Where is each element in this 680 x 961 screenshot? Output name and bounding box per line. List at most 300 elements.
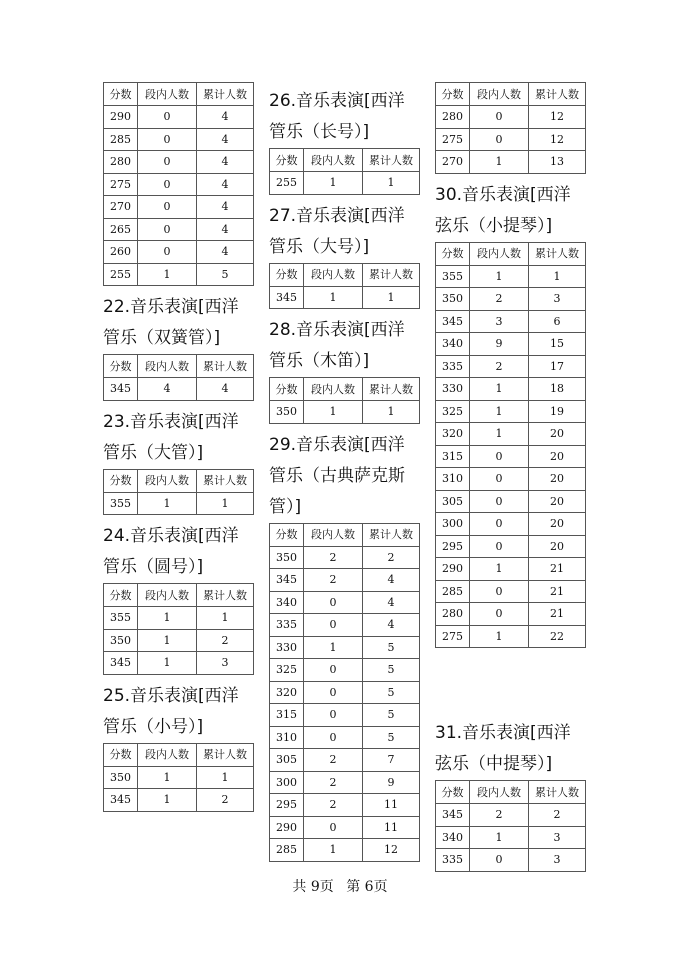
- cumulative-count-cell: 4: [197, 173, 254, 196]
- score-cell: 290: [104, 106, 138, 129]
- segment-count-cell: 0: [138, 106, 197, 129]
- section-block: [269, 86, 420, 195]
- score-cell: 350: [270, 401, 304, 424]
- score-cell: 285: [104, 128, 138, 151]
- header-score: 分数: [104, 584, 138, 607]
- cumulative-count-cell: 13: [529, 151, 586, 174]
- section-title: 27.音乐表演[西洋管乐（大号）]: [269, 205, 405, 257]
- table-row: [436, 580, 586, 603]
- cumulative-count-cell: 20: [529, 535, 586, 558]
- cumulative-count-cell: 1: [197, 766, 254, 789]
- score-cell: 290: [270, 816, 304, 839]
- score-cell: 260: [104, 241, 138, 264]
- score-cell: 335: [436, 849, 470, 872]
- section-title: 28.音乐表演[西洋管乐（木笛）]: [269, 320, 405, 371]
- table-row: [436, 378, 586, 401]
- section-block: [103, 292, 254, 401]
- score-cell: 345: [270, 286, 304, 309]
- score-cell: 315: [436, 445, 470, 468]
- cumulative-count-cell: 5: [363, 726, 420, 749]
- section-block: [269, 430, 420, 862]
- score-cell: 300: [436, 513, 470, 536]
- segment-count-cell: 1: [470, 423, 529, 446]
- score-cell: 300: [270, 771, 304, 794]
- score-cell: 330: [436, 378, 470, 401]
- score-cell: 310: [270, 726, 304, 749]
- segment-count-cell: 2: [304, 794, 363, 817]
- cumulative-count-cell: 5: [197, 263, 254, 286]
- header-seg: 段内人数: [304, 378, 363, 401]
- header-cum: 累计人数: [363, 263, 420, 286]
- header-score: 分数: [104, 355, 138, 378]
- header-seg: 段内人数: [304, 523, 363, 546]
- table-row: [104, 492, 254, 515]
- segment-count-cell: 1: [138, 263, 197, 286]
- section-title: 29.音乐表演[西洋管乐（古典萨克斯管）]: [269, 434, 405, 517]
- table-row: [436, 804, 586, 827]
- score-table: [103, 469, 254, 516]
- section-block: [269, 201, 420, 310]
- header-seg: 段内人数: [138, 743, 197, 766]
- score-table: [269, 263, 420, 310]
- cumulative-count-cell: 1: [363, 401, 420, 424]
- score-cell: 275: [436, 625, 470, 648]
- segment-count-cell: 1: [470, 826, 529, 849]
- table-row: [270, 286, 420, 309]
- table-row: [270, 726, 420, 749]
- table-row: [104, 263, 254, 286]
- table-header-row: [270, 149, 420, 172]
- header-score: 分数: [270, 523, 304, 546]
- header-score: 分数: [436, 242, 470, 265]
- segment-count-cell: 1: [304, 286, 363, 309]
- header-score: 分数: [270, 149, 304, 172]
- table-row: [104, 106, 254, 129]
- score-cell: 345: [436, 310, 470, 333]
- score-cell: 340: [270, 591, 304, 614]
- header-seg: 段内人数: [470, 781, 529, 804]
- page-footer: [0, 876, 680, 896]
- table-row: [104, 241, 254, 264]
- segment-count-cell: 0: [138, 196, 197, 219]
- header-cum: 累计人数: [363, 149, 420, 172]
- table-row: [436, 625, 586, 648]
- table-header-row: [104, 83, 254, 106]
- section-block: [435, 82, 586, 174]
- section-block: [103, 407, 254, 516]
- segment-count-cell: 2: [304, 749, 363, 772]
- segment-count-cell: 0: [470, 849, 529, 872]
- segment-count-cell: 1: [138, 492, 197, 515]
- score-cell: 320: [436, 423, 470, 446]
- table-row: [270, 794, 420, 817]
- segment-count-cell: 1: [304, 636, 363, 659]
- cumulative-count-cell: 4: [363, 591, 420, 614]
- section-block: [103, 681, 254, 812]
- segment-count-cell: 0: [304, 816, 363, 839]
- table-row: [104, 652, 254, 675]
- segment-count-cell: 0: [470, 603, 529, 626]
- cumulative-count-cell: 4: [197, 241, 254, 264]
- score-cell: 255: [104, 263, 138, 286]
- cumulative-count-cell: 2: [197, 629, 254, 652]
- cumulative-count-cell: 18: [529, 378, 586, 401]
- score-cell: 275: [436, 128, 470, 151]
- column-3: [435, 82, 586, 872]
- score-table: [269, 148, 420, 195]
- cumulative-count-cell: 12: [529, 106, 586, 129]
- table-row: [436, 535, 586, 558]
- cumulative-count-cell: 3: [529, 826, 586, 849]
- table-row: [104, 629, 254, 652]
- table-row: [270, 172, 420, 195]
- table-row: [436, 826, 586, 849]
- cumulative-count-cell: 6: [529, 310, 586, 333]
- table-row: [270, 546, 420, 569]
- score-cell: 285: [436, 580, 470, 603]
- table-header-row: [436, 781, 586, 804]
- header-seg: 段内人数: [138, 469, 197, 492]
- segment-count-cell: 2: [304, 569, 363, 592]
- segment-count-cell: 1: [470, 625, 529, 648]
- table-row: [270, 839, 420, 862]
- score-cell: 255: [270, 172, 304, 195]
- section-block: [435, 180, 586, 649]
- table-row: [270, 614, 420, 637]
- segment-count-cell: 4: [138, 378, 197, 401]
- score-cell: 350: [436, 288, 470, 311]
- table-header-row: [270, 523, 420, 546]
- cumulative-count-cell: 20: [529, 423, 586, 446]
- table-row: [270, 771, 420, 794]
- score-cell: 270: [436, 151, 470, 174]
- table-row: [270, 591, 420, 614]
- segment-count-cell: 0: [138, 173, 197, 196]
- table-row: [270, 704, 420, 727]
- score-cell: 335: [436, 355, 470, 378]
- score-cell: 330: [270, 636, 304, 659]
- score-table: [269, 377, 420, 424]
- score-cell: 265: [104, 218, 138, 241]
- table-row: [436, 558, 586, 581]
- score-cell: 275: [104, 173, 138, 196]
- header-score: 分数: [270, 263, 304, 286]
- segment-count-cell: 1: [470, 400, 529, 423]
- score-cell: 355: [104, 607, 138, 630]
- score-cell: 345: [104, 378, 138, 401]
- table-row: [270, 749, 420, 772]
- header-cum: 累计人数: [197, 469, 254, 492]
- header-cum: 累计人数: [197, 83, 254, 106]
- header-cum: 累计人数: [363, 523, 420, 546]
- header-seg: 段内人数: [304, 149, 363, 172]
- cumulative-count-cell: 1: [363, 286, 420, 309]
- score-table: [103, 743, 254, 812]
- table-row: [436, 603, 586, 626]
- cumulative-count-cell: 5: [363, 681, 420, 704]
- header-score: 分数: [104, 743, 138, 766]
- cumulative-count-cell: 4: [197, 378, 254, 401]
- header-seg: 段内人数: [470, 83, 529, 106]
- table-row: [436, 333, 586, 356]
- segment-count-cell: 0: [470, 580, 529, 603]
- cumulative-count-cell: 20: [529, 468, 586, 491]
- segment-count-cell: 0: [470, 128, 529, 151]
- score-cell: 350: [104, 629, 138, 652]
- section-block: [103, 82, 254, 286]
- segment-count-cell: 1: [138, 652, 197, 675]
- table-row: [270, 569, 420, 592]
- cumulative-count-cell: 19: [529, 400, 586, 423]
- section-title: 22.音乐表演[西洋管乐（双簧管）]: [103, 297, 239, 348]
- cumulative-count-cell: 20: [529, 445, 586, 468]
- header-seg: 段内人数: [470, 242, 529, 265]
- segment-count-cell: 2: [470, 804, 529, 827]
- score-cell: 350: [104, 766, 138, 789]
- score-cell: 280: [436, 603, 470, 626]
- score-cell: 280: [104, 151, 138, 174]
- segment-count-cell: 0: [470, 445, 529, 468]
- segment-count-cell: 0: [304, 614, 363, 637]
- score-cell: 355: [436, 265, 470, 288]
- table-row: [436, 400, 586, 423]
- cumulative-count-cell: 4: [197, 128, 254, 151]
- segment-count-cell: 3: [470, 310, 529, 333]
- table-header-row: [104, 469, 254, 492]
- header-cum: 累计人数: [529, 242, 586, 265]
- score-table: [435, 780, 586, 872]
- score-cell: 325: [270, 659, 304, 682]
- score-cell: 270: [104, 196, 138, 219]
- table-row: [436, 468, 586, 491]
- table-row: [436, 355, 586, 378]
- table-row: [270, 636, 420, 659]
- score-cell: 295: [270, 794, 304, 817]
- score-cell: 310: [436, 468, 470, 491]
- segment-count-cell: 1: [470, 151, 529, 174]
- cumulative-count-cell: 1: [529, 265, 586, 288]
- section-block: [103, 521, 254, 675]
- header-cum: 累计人数: [197, 355, 254, 378]
- segment-count-cell: 1: [304, 172, 363, 195]
- cumulative-count-cell: 2: [197, 789, 254, 812]
- current-page: 第 6页: [346, 879, 388, 895]
- table-row: [104, 196, 254, 219]
- table-header-row: [436, 83, 586, 106]
- score-cell: 305: [436, 490, 470, 513]
- segment-count-cell: 0: [138, 128, 197, 151]
- cumulative-count-cell: 4: [197, 106, 254, 129]
- header-cum: 累计人数: [197, 584, 254, 607]
- section-title: 31.音乐表演[西洋弦乐（中提琴）]: [435, 723, 571, 774]
- score-cell: 290: [436, 558, 470, 581]
- segment-count-cell: 1: [304, 401, 363, 424]
- score-cell: 345: [104, 789, 138, 812]
- table-row: [104, 607, 254, 630]
- table-row: [436, 106, 586, 129]
- segment-count-cell: 0: [304, 704, 363, 727]
- header-score: 分数: [104, 83, 138, 106]
- cumulative-count-cell: 21: [529, 558, 586, 581]
- segment-count-cell: 1: [138, 766, 197, 789]
- table-header-row: [104, 584, 254, 607]
- segment-count-cell: 1: [138, 607, 197, 630]
- header-cum: 累计人数: [363, 378, 420, 401]
- header-cum: 累计人数: [197, 743, 254, 766]
- score-cell: 335: [270, 614, 304, 637]
- cumulative-count-cell: 4: [197, 151, 254, 174]
- segment-count-cell: 1: [304, 839, 363, 862]
- score-cell: 350: [270, 546, 304, 569]
- table-row: [436, 265, 586, 288]
- table-row: [104, 218, 254, 241]
- table-header-row: [436, 242, 586, 265]
- cumulative-count-cell: 4: [363, 569, 420, 592]
- score-table: [435, 82, 586, 174]
- table-row: [104, 128, 254, 151]
- cumulative-count-cell: 7: [363, 749, 420, 772]
- header-seg: 段内人数: [138, 584, 197, 607]
- score-cell: 315: [270, 704, 304, 727]
- table-row: [104, 766, 254, 789]
- score-cell: 345: [104, 652, 138, 675]
- cumulative-count-cell: 15: [529, 333, 586, 356]
- score-cell: 340: [436, 826, 470, 849]
- cumulative-count-cell: 3: [197, 652, 254, 675]
- table-row: [270, 401, 420, 424]
- cumulative-count-cell: 1: [363, 172, 420, 195]
- section-block: [269, 315, 420, 424]
- section-block: [435, 718, 586, 872]
- column-2: [269, 86, 420, 862]
- segment-count-cell: 0: [138, 218, 197, 241]
- table-row: [436, 151, 586, 174]
- cumulative-count-cell: 12: [363, 839, 420, 862]
- table-header-row: [270, 378, 420, 401]
- section-title: 25.音乐表演[西洋管乐（小号）]: [103, 685, 239, 737]
- table-header-row: [270, 263, 420, 286]
- segment-count-cell: 2: [470, 288, 529, 311]
- segment-count-cell: 0: [470, 490, 529, 513]
- cumulative-count-cell: 11: [363, 794, 420, 817]
- cumulative-count-cell: 5: [363, 636, 420, 659]
- table-row: [270, 816, 420, 839]
- score-table: [269, 523, 420, 862]
- score-cell: 345: [270, 569, 304, 592]
- table-row: [104, 173, 254, 196]
- cumulative-count-cell: 4: [197, 218, 254, 241]
- score-table: [103, 354, 254, 401]
- table-row: [436, 849, 586, 872]
- header-score: 分数: [436, 781, 470, 804]
- table-row: [104, 151, 254, 174]
- table-header-row: [104, 743, 254, 766]
- score-cell: 305: [270, 749, 304, 772]
- section-title: 23.音乐表演[西洋管乐（大管）]: [103, 411, 239, 463]
- segment-count-cell: 1: [470, 378, 529, 401]
- header-score: 分数: [270, 378, 304, 401]
- segment-count-cell: 9: [470, 333, 529, 356]
- table-row: [436, 288, 586, 311]
- table-row: [436, 513, 586, 536]
- segment-count-cell: 2: [304, 546, 363, 569]
- table-row: [270, 681, 420, 704]
- segment-count-cell: 1: [138, 629, 197, 652]
- header-score: 分数: [436, 83, 470, 106]
- section-title: 26.音乐表演[西洋管乐（长号）]: [269, 91, 405, 142]
- score-table: [103, 82, 254, 286]
- cumulative-count-cell: 2: [529, 804, 586, 827]
- score-cell: 295: [436, 535, 470, 558]
- table-row: [436, 445, 586, 468]
- segment-count-cell: 1: [138, 789, 197, 812]
- header-seg: 段内人数: [138, 355, 197, 378]
- segment-count-cell: 0: [470, 106, 529, 129]
- segment-count-cell: 1: [470, 558, 529, 581]
- cumulative-count-cell: 5: [363, 704, 420, 727]
- header-seg: 段内人数: [304, 263, 363, 286]
- cumulative-count-cell: 3: [529, 288, 586, 311]
- score-cell: 345: [436, 804, 470, 827]
- table-row: [104, 378, 254, 401]
- table-row: [436, 423, 586, 446]
- segment-count-cell: 0: [470, 468, 529, 491]
- section-title: 24.音乐表演[西洋管乐（圆号）]: [103, 526, 239, 577]
- cumulative-count-cell: 12: [529, 128, 586, 151]
- cumulative-count-cell: 4: [197, 196, 254, 219]
- cumulative-count-cell: 22: [529, 625, 586, 648]
- segment-count-cell: 2: [304, 771, 363, 794]
- table-row: [436, 490, 586, 513]
- segment-count-cell: 2: [470, 355, 529, 378]
- segment-count-cell: 0: [138, 241, 197, 264]
- segment-count-cell: 0: [138, 151, 197, 174]
- column-1: [103, 82, 254, 812]
- score-cell: 340: [436, 333, 470, 356]
- score-cell: 280: [436, 106, 470, 129]
- cumulative-count-cell: 20: [529, 490, 586, 513]
- section-title: 30.音乐表演[西洋弦乐（小提琴）]: [435, 184, 571, 236]
- table-row: [270, 659, 420, 682]
- cumulative-count-cell: 1: [197, 607, 254, 630]
- score-cell: 355: [104, 492, 138, 515]
- header-seg: 段内人数: [138, 83, 197, 106]
- cumulative-count-cell: 2: [363, 546, 420, 569]
- segment-count-cell: 1: [470, 265, 529, 288]
- total-pages: 共 9页: [292, 879, 334, 895]
- cumulative-count-cell: 4: [363, 614, 420, 637]
- cumulative-count-cell: 11: [363, 816, 420, 839]
- header-score: 分数: [104, 469, 138, 492]
- score-cell: 320: [270, 681, 304, 704]
- header-cum: 累计人数: [529, 83, 586, 106]
- table-row: [436, 310, 586, 333]
- score-table: [103, 583, 254, 675]
- segment-count-cell: 0: [304, 659, 363, 682]
- segment-count-cell: 0: [304, 726, 363, 749]
- cumulative-count-cell: 17: [529, 355, 586, 378]
- table-row: [104, 789, 254, 812]
- table-row: [436, 128, 586, 151]
- cumulative-count-cell: 21: [529, 580, 586, 603]
- cumulative-count-cell: 5: [363, 659, 420, 682]
- segment-count-cell: 0: [470, 513, 529, 536]
- score-table: [435, 242, 586, 649]
- score-cell: 285: [270, 839, 304, 862]
- segment-count-cell: 0: [304, 681, 363, 704]
- header-cum: 累计人数: [529, 781, 586, 804]
- segment-count-cell: 0: [304, 591, 363, 614]
